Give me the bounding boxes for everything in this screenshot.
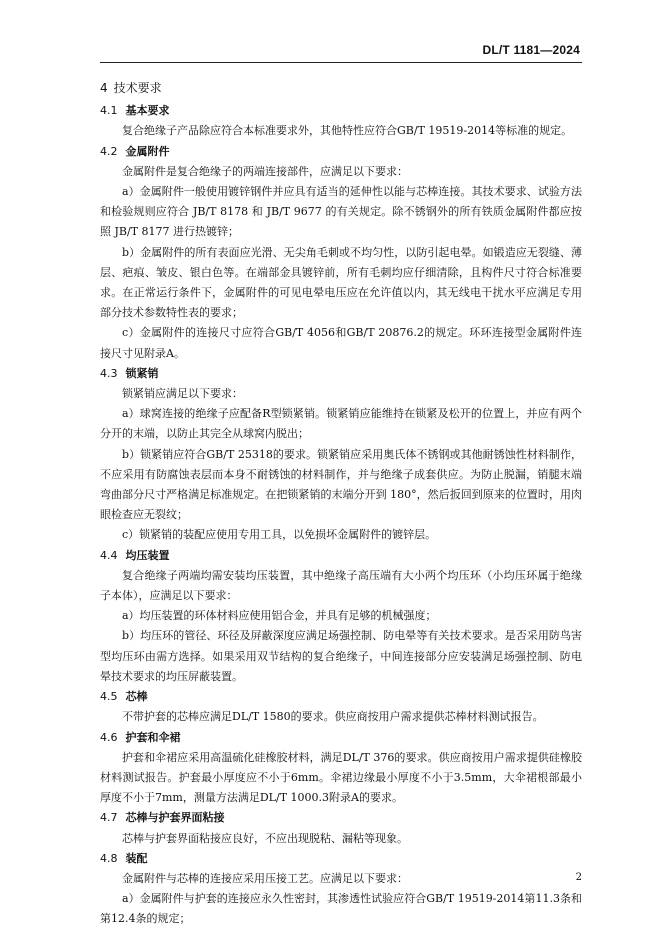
subsection-number: 4.6 [100,730,118,744]
header-rule [100,62,582,63]
paragraph: 锁紧销应满足以下要求： [122,387,243,401]
paragraph: 芯棒与护套界面粘接应良好，不应出现脱粘、漏粘等现象。 [122,831,408,845]
paragraph: a）金属附件与护套的连接应永久性密封，其渗透性试验应符合GB/T 19519-2014第11.3条和第12.4条的规定； [100,892,582,926]
subsection-number: 4.7 [100,811,118,825]
subsection-heading [100,101,582,121]
paragraph: c）金属附件的连接尺寸应符合GB/T 4056和GB/T 20876.2的规定。环环连接型金属附件连接尺寸见附录A。 [100,326,582,360]
subsection-number: 4.5 [100,690,118,704]
subsection-heading [100,546,582,566]
subsection-title: 装配 [125,851,148,865]
subsection-heading [100,687,582,707]
subsection-heading [100,808,582,828]
section-title: 技术要求 [113,81,162,95]
subsection-number: 4.8 [100,851,118,865]
subsection-heading [100,728,582,748]
paragraph: b）均压环的管径、环径及屏蔽深度应满足场强控制、防电晕等有关技术要求。是否采用防鸟害型均压环由需方选择。如果采用双节结构的复合绝缘子，中间连接部分应安装满足场强控制、防电晕技术要求的均压屏蔽装置。 [100,629,582,683]
subsection-heading [100,142,582,162]
paragraph: a）球窝连接的绝缘子应配备R型锁紧销。锁紧销应能维持在锁紧及松开的位置上，并应有两个分开的末端，以防止其完全从球窝内脱出； [100,407,582,441]
paragraph: b）锁紧销应符合GB/T 25318的要求。锁紧销应采用奥氏体不锈钢或其他耐锈蚀性材料制作，不应采用有防腐蚀表层而本身不耐锈蚀的材料制作，并与绝缘子成套供应。为防止脱漏，销腿末端弯曲部分尺寸严格满足标准规定。在把锁紧销的末端分开到 180°，然后扳回到原来的位置时，用肉眼检查应无裂纹； [100,447,582,522]
header-doc-code: DL/T 1181—2024 [482,43,580,57]
subsection-title: 基本要求 [125,104,170,118]
paragraph: 复合绝缘子产品除应符合本标准要求外，其他特性应符合GB/T 19519-2014等标准的规定。 [122,124,573,138]
paragraph: 护套和伞裙应采用高温硫化硅橡胶材料，满足DL/T 376的要求。供应商按用户需求提供硅橡胶材料测试报告。护套最小厚度应不小于6mm。伞裙边缘最小厚度不小于3.5mm，大伞裙根部最小厚度不小于7mm，测量方法满足DL/T 1000.3附录A的要求。 [100,750,582,805]
subsection-title: 锁紧销 [125,366,159,380]
paragraph: 复合绝缘子两端均需安装均压装置，其中绝缘子高压端有大小两个均压环（小均压环属于绝缘子本体），应满足以下要求： [100,568,582,603]
subsection-number: 4.2 [100,144,118,158]
section-number: 4 [100,81,108,95]
paragraph: a）金属附件一般使用镀锌钢件并应具有适当的延伸性以能与芯棒连接。其技术要求、试验方法和检验规则应符合 JB/T 8178 和 JB/T 9677 的有关规定。除不锈钢外的所有铁质金属附件都应按照 JB/T 8177 进行热镀锌； [100,185,582,239]
paragraph: a）均压装置的环体材料应使用铝合金，并具有足够的机械强度； [122,609,437,623]
section-heading [100,78,582,98]
paragraph: b）金属附件的所有表面应光滑、无尖角毛刺或不均匀性，以防引起电晕。如锻造应无裂缝、薄层、疤痕、皱皮、银白色等。在端部金具镀锌前，所有毛刺均应仔细清除，且构件尺寸符合标准要求。在正常运行条件下，金属附件的可见电晕电压应在允许值以内，其无线电干扰水平应满足专用部分技术参数特性表的要求； [100,245,582,320]
paragraph: c）锁紧销的装配应使用专用工具，以免损坏金属附件的镀锌层。 [122,528,437,542]
page-number: 2 [575,872,582,883]
subsection-number: 4.4 [100,548,118,562]
subsection-title: 均压装置 [125,548,170,562]
subsection-heading [100,364,582,384]
subsection-heading [100,849,582,869]
subsection-title: 芯棒与护套界面粘接 [125,811,225,825]
subsection-number: 4.1 [100,104,118,118]
paragraph: 金属附件是复合绝缘子的两端连接部件，应满足以下要求： [122,164,408,178]
paragraph: 不带护套的芯棒应满足DL/T 1580的要求。供应商按用户需求提供芯棒材料测试报告。 [122,710,544,724]
subsection-title: 金属附件 [125,144,170,158]
main-content [100,72,582,930]
paragraph: 金属附件与芯棒的连接应采用压接工艺。应满足以下要求： [122,871,408,885]
subsection-title: 护套和伞裙 [125,730,181,744]
subsection-number: 4.3 [100,366,118,380]
subsection-title: 芯棒 [125,690,148,704]
